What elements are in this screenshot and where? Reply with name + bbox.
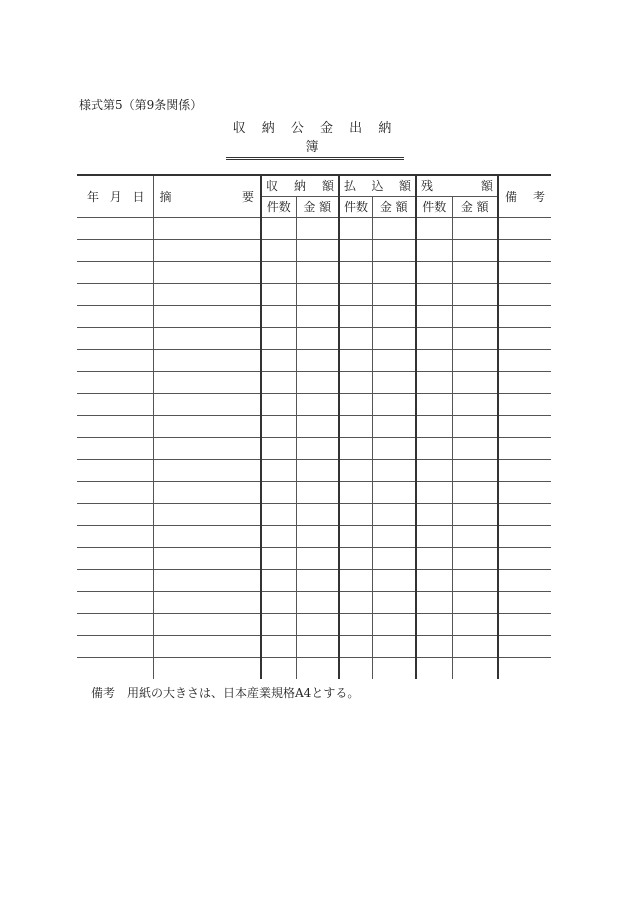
table-row xyxy=(77,393,551,415)
table-cell xyxy=(339,459,372,481)
table-cell xyxy=(153,415,261,437)
table-cell xyxy=(452,305,498,327)
table-cell xyxy=(296,503,339,525)
table-cell xyxy=(153,349,261,371)
table-cell xyxy=(153,393,261,415)
table-cell xyxy=(296,327,339,349)
table-cell xyxy=(153,547,261,569)
table-cell xyxy=(452,525,498,547)
table-cell xyxy=(416,525,452,547)
table-cell xyxy=(77,525,153,547)
header-paid-count: 件数 xyxy=(339,196,372,217)
table-cell xyxy=(452,503,498,525)
table-cell xyxy=(372,349,416,371)
table-cell xyxy=(416,503,452,525)
table-cell xyxy=(498,525,551,547)
table-cell xyxy=(372,591,416,613)
table-cell xyxy=(372,393,416,415)
table-cell xyxy=(372,217,416,239)
table-cell xyxy=(339,547,372,569)
table-cell xyxy=(77,371,153,393)
table-cell xyxy=(339,657,372,679)
table-cell xyxy=(416,239,452,261)
table-cell xyxy=(416,635,452,657)
table-cell xyxy=(339,283,372,305)
table-cell xyxy=(339,635,372,657)
table-cell xyxy=(296,261,339,283)
header-remarks: 備 考 xyxy=(498,175,551,217)
table-cell xyxy=(416,217,452,239)
table-row xyxy=(77,327,551,349)
table-cell xyxy=(498,437,551,459)
table-cell xyxy=(339,415,372,437)
table-cell xyxy=(77,349,153,371)
table-cell xyxy=(77,217,153,239)
table-cell xyxy=(416,327,452,349)
table-cell xyxy=(416,569,452,591)
table-cell xyxy=(372,613,416,635)
table-cell xyxy=(452,261,498,283)
table-row xyxy=(77,415,551,437)
table-row xyxy=(77,239,551,261)
table-cell xyxy=(153,657,261,679)
table-cell xyxy=(452,283,498,305)
table-cell xyxy=(296,635,339,657)
table-cell xyxy=(296,569,339,591)
table-cell xyxy=(339,305,372,327)
table-cell xyxy=(339,327,372,349)
header-received: 収 納 額 xyxy=(261,175,339,196)
table-cell xyxy=(77,415,153,437)
table-row xyxy=(77,613,551,635)
table-cell xyxy=(372,305,416,327)
table-cell xyxy=(416,305,452,327)
note-label: 備考 xyxy=(91,686,116,700)
table-row xyxy=(77,459,551,481)
table-cell xyxy=(261,547,296,569)
table-cell xyxy=(452,547,498,569)
table-cell xyxy=(261,371,296,393)
table-cell xyxy=(261,283,296,305)
table-cell xyxy=(339,393,372,415)
table-cell xyxy=(153,239,261,261)
table-cell xyxy=(77,635,153,657)
table-cell xyxy=(339,481,372,503)
table-cell xyxy=(498,591,551,613)
table-cell xyxy=(372,459,416,481)
table-row xyxy=(77,305,551,327)
table-cell xyxy=(498,503,551,525)
table-cell xyxy=(416,283,452,305)
table-cell xyxy=(261,525,296,547)
table-cell xyxy=(416,459,452,481)
table-cell xyxy=(153,437,261,459)
table-cell xyxy=(498,371,551,393)
table-cell xyxy=(296,217,339,239)
table-cell xyxy=(498,261,551,283)
table-cell xyxy=(452,635,498,657)
table-cell xyxy=(77,657,153,679)
table-cell xyxy=(296,239,339,261)
table-cell xyxy=(339,217,372,239)
ledger-body xyxy=(77,217,551,679)
table-cell xyxy=(77,437,153,459)
table-cell xyxy=(261,393,296,415)
table-cell xyxy=(372,261,416,283)
table-cell xyxy=(261,591,296,613)
table-cell xyxy=(372,481,416,503)
table-cell xyxy=(339,569,372,591)
table-row xyxy=(77,217,551,239)
table-cell xyxy=(452,217,498,239)
note-text: 用紙の大きさは、日本産業規格A4とする。 xyxy=(127,686,360,700)
table-cell xyxy=(498,217,551,239)
header-received-amount: 金 額 xyxy=(296,196,339,217)
table-cell xyxy=(261,305,296,327)
table-cell xyxy=(261,217,296,239)
form-label: 様式第5（第9条関係） xyxy=(79,98,203,112)
table-cell xyxy=(339,525,372,547)
table-cell xyxy=(339,437,372,459)
table-cell xyxy=(77,261,153,283)
table-row xyxy=(77,547,551,569)
table-cell xyxy=(153,327,261,349)
table-cell xyxy=(261,437,296,459)
table-cell xyxy=(153,261,261,283)
header-paid-amount: 金 額 xyxy=(372,196,416,217)
table-cell xyxy=(77,481,153,503)
table-cell xyxy=(339,239,372,261)
table-cell xyxy=(498,569,551,591)
table-cell xyxy=(452,349,498,371)
table-cell xyxy=(153,569,261,591)
table-cell xyxy=(498,283,551,305)
table-cell xyxy=(296,481,339,503)
table-cell xyxy=(452,393,498,415)
table-cell xyxy=(498,305,551,327)
table-cell xyxy=(416,437,452,459)
table-cell xyxy=(372,327,416,349)
table-cell xyxy=(372,283,416,305)
table-cell xyxy=(261,635,296,657)
table-cell xyxy=(296,459,339,481)
table-cell xyxy=(372,371,416,393)
table-cell xyxy=(452,415,498,437)
table-cell xyxy=(261,459,296,481)
table-row xyxy=(77,525,551,547)
table-row xyxy=(77,349,551,371)
table-row xyxy=(77,591,551,613)
table-cell xyxy=(77,591,153,613)
table-row xyxy=(77,657,551,679)
table-row xyxy=(77,283,551,305)
table-row xyxy=(77,481,551,503)
ledger-table xyxy=(77,174,551,679)
table-cell xyxy=(372,657,416,679)
table-cell xyxy=(296,305,339,327)
table-cell xyxy=(77,239,153,261)
header-paid-in: 払 込 額 xyxy=(339,175,416,196)
table-cell xyxy=(452,371,498,393)
table-cell xyxy=(261,613,296,635)
table-cell xyxy=(498,239,551,261)
table-cell xyxy=(296,591,339,613)
table-cell xyxy=(261,503,296,525)
table-row xyxy=(77,437,551,459)
table-cell xyxy=(372,525,416,547)
table-cell xyxy=(498,393,551,415)
table-cell xyxy=(498,481,551,503)
header-date: 年 月 日 xyxy=(77,175,153,217)
table-cell xyxy=(296,349,339,371)
header-row-1 xyxy=(77,175,551,196)
table-cell xyxy=(153,305,261,327)
table-cell xyxy=(339,349,372,371)
table-cell xyxy=(372,569,416,591)
table-cell xyxy=(77,393,153,415)
table-row xyxy=(77,503,551,525)
table-cell xyxy=(498,327,551,349)
table-cell xyxy=(153,459,261,481)
table-cell xyxy=(498,613,551,635)
table-cell xyxy=(452,657,498,679)
table-cell xyxy=(261,657,296,679)
table-cell xyxy=(339,613,372,635)
table-cell xyxy=(498,349,551,371)
table-cell xyxy=(416,261,452,283)
table-cell xyxy=(339,503,372,525)
table-cell xyxy=(261,481,296,503)
table-cell xyxy=(77,547,153,569)
header-balance-count: 件数 xyxy=(416,196,452,217)
table-cell xyxy=(416,371,452,393)
table-cell xyxy=(416,481,452,503)
table-cell xyxy=(77,503,153,525)
table-cell xyxy=(452,459,498,481)
header-balance-amount: 金 額 xyxy=(452,196,498,217)
table-cell xyxy=(77,327,153,349)
table-row xyxy=(77,371,551,393)
table-cell xyxy=(153,283,261,305)
table-cell xyxy=(416,591,452,613)
table-cell xyxy=(416,415,452,437)
table-cell xyxy=(372,635,416,657)
table-cell xyxy=(372,437,416,459)
table-cell xyxy=(416,613,452,635)
table-cell xyxy=(153,635,261,657)
table-cell xyxy=(296,393,339,415)
table-cell xyxy=(77,305,153,327)
table-cell xyxy=(452,481,498,503)
table-cell xyxy=(153,217,261,239)
table-cell xyxy=(153,481,261,503)
footer-note xyxy=(91,684,359,701)
table-cell xyxy=(153,591,261,613)
table-cell xyxy=(77,283,153,305)
table-cell xyxy=(452,613,498,635)
table-cell xyxy=(498,415,551,437)
header-balance: 残 額 xyxy=(416,175,498,196)
table-cell xyxy=(153,613,261,635)
table-cell xyxy=(452,327,498,349)
table-cell xyxy=(452,569,498,591)
table-cell xyxy=(372,239,416,261)
table-cell xyxy=(416,393,452,415)
table-cell xyxy=(77,459,153,481)
header-summary: 摘 要 xyxy=(153,175,261,217)
table-cell xyxy=(372,503,416,525)
table-cell xyxy=(296,657,339,679)
table-cell xyxy=(261,327,296,349)
table-cell xyxy=(416,547,452,569)
table-cell xyxy=(261,239,296,261)
table-cell xyxy=(77,613,153,635)
document-title: 収 納 公 金 出 納 簿 xyxy=(226,117,404,160)
table-cell xyxy=(153,371,261,393)
table-cell xyxy=(296,525,339,547)
table-cell xyxy=(296,371,339,393)
table-cell xyxy=(296,415,339,437)
table-cell xyxy=(452,437,498,459)
table-cell xyxy=(372,415,416,437)
table-cell xyxy=(452,591,498,613)
table-cell xyxy=(416,657,452,679)
table-cell xyxy=(339,371,372,393)
table-cell xyxy=(498,635,551,657)
table-cell xyxy=(153,525,261,547)
table-cell xyxy=(296,283,339,305)
table-cell xyxy=(296,547,339,569)
table-row xyxy=(77,261,551,283)
table-cell xyxy=(498,547,551,569)
table-cell xyxy=(498,657,551,679)
table-cell xyxy=(452,239,498,261)
table-cell xyxy=(153,503,261,525)
table-cell xyxy=(339,591,372,613)
table-cell xyxy=(261,415,296,437)
table-cell xyxy=(261,261,296,283)
table-cell xyxy=(296,437,339,459)
table-cell xyxy=(261,349,296,371)
header-received-count: 件数 xyxy=(261,196,296,217)
table-row xyxy=(77,635,551,657)
table-cell xyxy=(339,261,372,283)
table-cell xyxy=(372,547,416,569)
table-cell xyxy=(261,569,296,591)
table-cell xyxy=(296,613,339,635)
table-cell xyxy=(498,459,551,481)
table-cell xyxy=(416,349,452,371)
table-row xyxy=(77,569,551,591)
table-cell xyxy=(77,569,153,591)
